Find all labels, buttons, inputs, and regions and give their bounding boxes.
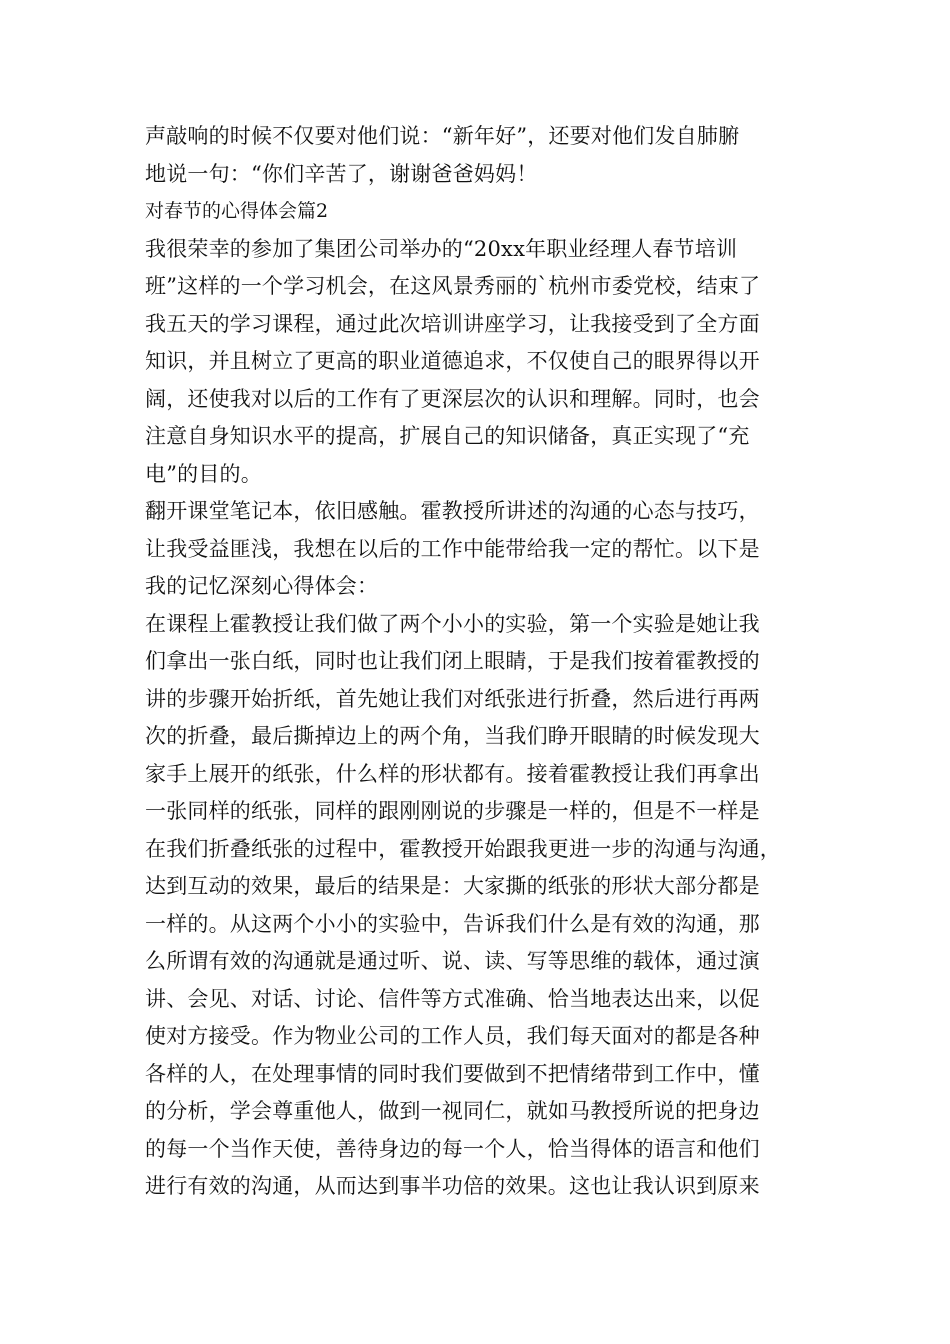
- text-line: 讲、会见、对话、讨论、信件等方式准确、恰当地表达出来，以促: [145, 986, 760, 1011]
- text-line: 一样的。从这两个小小的实验中，告诉我们什么是有效的沟通，那: [145, 911, 760, 936]
- text-line: 注意自身知识水平的提高，扩展自己的知识储备，真正实现了“充: [145, 424, 750, 448]
- text-line: 么所谓有效的沟通就是通过听、说、读、写等思维的载体，通过演: [145, 949, 760, 973]
- text-line: 我五天的学习课程，通过此次培训讲座学习，让我接受到了全方面: [145, 311, 760, 336]
- text-line: 我的记忆深刻心得体会：: [145, 574, 379, 598]
- text-line: 进行有效的沟通，从而达到事半功倍的效果。这也让我认识到原来: [145, 1174, 760, 1198]
- text-line: 电”的目的。: [145, 461, 262, 486]
- text-line: 达到互动的效果，最后的结果是：大家撕的纸张的形状大部分都是: [145, 874, 760, 898]
- text-line: 在课程上霍教授让我们做了两个小小的实验，第一个实验是她让我: [145, 611, 760, 636]
- text-line: 使对方接受。作为物业公司的工作人员，我们每天面对的都是各种: [145, 1024, 760, 1048]
- text-line: 们拿出一张白纸，同时也让我们闭上眼睛，于是我们按着霍教授的: [145, 649, 760, 673]
- text-line: 声敲响的时候不仅要对他们说：“新年好”，还要对他们发自肺腑: [145, 124, 740, 148]
- text-line: 一张同样的纸张，同样的跟刚刚说的步骤是一样的，但是不一样是: [145, 799, 760, 823]
- text-line: 我很荣幸的参加了集团公司举办的“20xx年职业经理人春节培训: [145, 236, 738, 261]
- text-line: 让我受益匪浅，我想在以后的工作中能带给我一定的帮忙。以下是: [145, 536, 760, 561]
- text-line: 讲的步骤开始折纸，首先她让我们对纸张进行折叠，然后进行再两: [145, 686, 760, 711]
- text-line: 阔，还使我对以后的工作有了更深层次的认识和理解。同时，也会: [145, 386, 760, 411]
- document-body: [145, 118, 815, 1206]
- text-line: 在我们折叠纸张的过程中，霍教授开始跟我更进一步的沟通与沟通，: [145, 836, 781, 861]
- text-line: 的每一个当作天使，善待身边的每一个人，恰当得体的语言和他们: [145, 1136, 760, 1161]
- text-line: 的分析，学会尊重他人，做到一视同仁，就如马教授所说的把身边: [145, 1099, 760, 1123]
- text-line: 家手上展开的纸张，什么样的形状都有。接着霍教授让我们再拿出: [145, 761, 760, 786]
- text-line: 地说一句：“你们辛苦了，谢谢爸爸妈妈！: [145, 161, 538, 186]
- text-line: 次的折叠，最后撕掉边上的两个角，当我们睁开眼睛的时候发现大: [145, 724, 760, 748]
- text-line: 翻开课堂笔记本，依旧感触。霍教授所讲述的沟通的心态与技巧，: [145, 499, 760, 523]
- section-heading: 对春节的心得体会篇2: [145, 200, 329, 222]
- text-line: 知识，并且树立了更高的职业道德追求，不仅使自己的眼界得以开: [145, 349, 760, 373]
- text-line: 各样的人，在处理事情的同时我们要做到不把情绪带到工作中，懂: [145, 1061, 760, 1086]
- text-line: 班”这样的一个学习机会，在这风景秀丽的`杭州市委党校，结束了: [145, 274, 761, 298]
